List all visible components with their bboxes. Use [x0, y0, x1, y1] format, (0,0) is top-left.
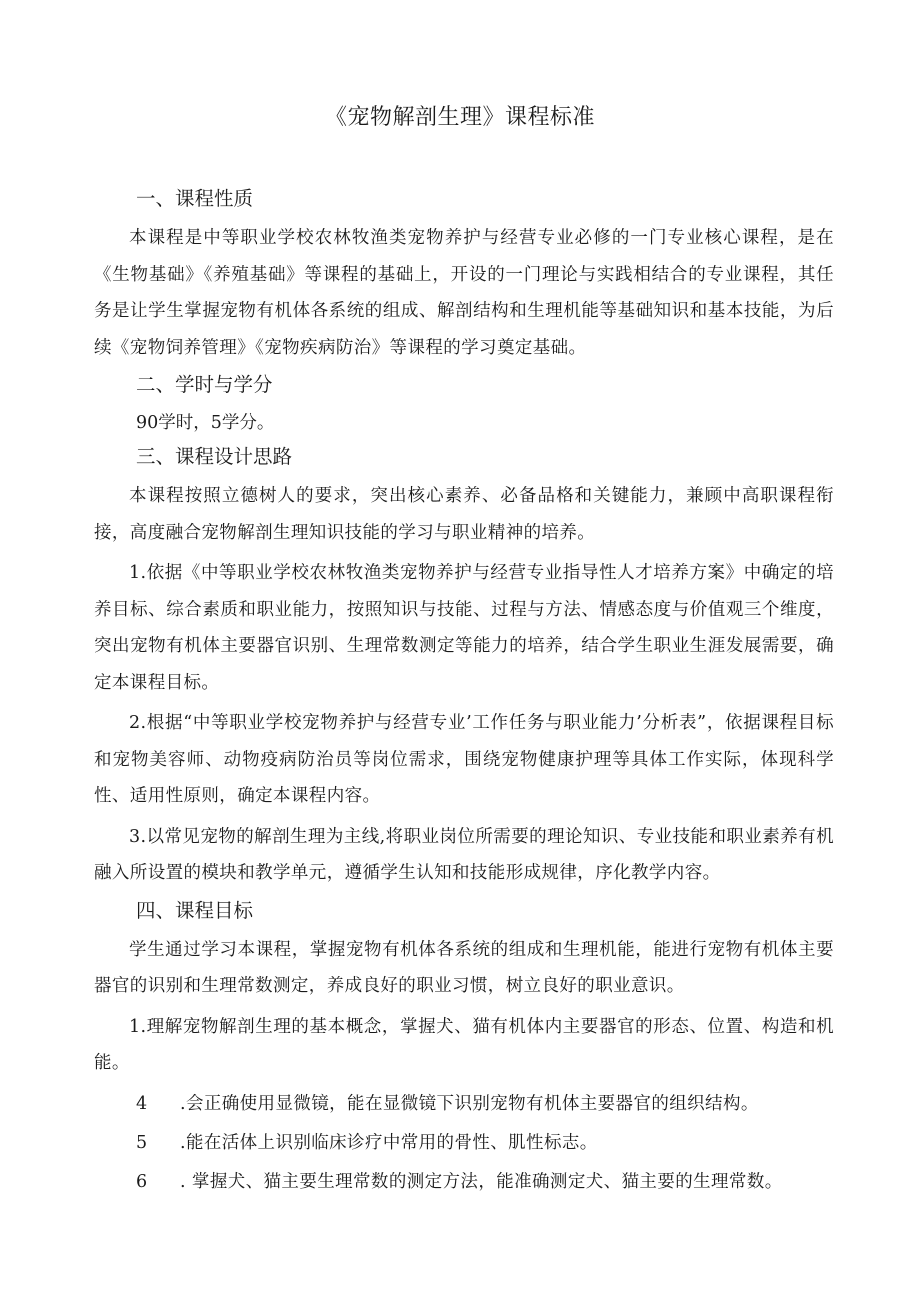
document-title: 《宠物解剖生理》课程标准	[324, 105, 595, 130]
list-item-number: 5	[136, 1132, 148, 1153]
list-item-text: .能在活体上识别临床诊疗中常用的骨性、肌性标志。	[180, 1132, 598, 1153]
section-heading-course-nature: 一、课程性质	[136, 187, 254, 210]
paragraph-course-nature: 本课程是中等职业学校农林牧渔类宠物养护与经营专业必修的一门专业核心课程，是在《生物基础》《养殖基础》等课程的基础上，开设的一门理论与实践相结合的专业课程，其任务是让学生掌握宠物有机体各系统的组成、解剖结构和生理机能等基础知识和基本技能，为后续《宠物饲养管理》《宠物疾病防治》等课程的学习奠定基础。	[94, 228, 834, 358]
list-item-number: 6	[136, 1171, 148, 1192]
section-heading-hours-credits: 二、学时与学分	[136, 373, 273, 396]
list-item-text: .会正确使用显微镜，能在显微镜下识别宠物有机体主要器官的组织结构。	[180, 1093, 759, 1114]
list-item-text: . 掌握犬、猫主要生理常数的测定方法，能准确测定犬、猫主要的生理常数。	[180, 1171, 783, 1192]
list-item-goal-6	[94, 1164, 834, 1203]
paragraph-goal-1: 1.理解宠物解剖生理的基本概念，掌握犬、猫有机体内主要器官的形态、位置、构造和机能。	[94, 1016, 834, 1073]
paragraph-design-intro: 本课程按照立德树人的要求，突出核心素养、必备品格和关键能力，兼顾中高职课程衔接，高度融合宠物解剖生理知识技能的学习与职业精神的培养。	[94, 486, 834, 543]
paragraph-hours-credits: 90学时，5学分。	[136, 413, 275, 433]
list-item-goal-5	[94, 1125, 834, 1164]
list-item-goal-4	[94, 1086, 834, 1125]
paragraph-design-item-1: 1.依据《中等职业学校农林牧渔类宠物养护与经营专业指导性人才培养方案》中确定的培养目标、综合素质和职业能力，按照知识与技能、过程与方法、情感态度与价值观三个维度，突出宠物有机体主要器官识别、生理常数测定等能力的培养，结合学生职业生涯发展需要，确定本课程目标。	[94, 563, 834, 693]
paragraph-design-item-3: 3.以常见宠物的解剖生理为主线,将职业岗位所需要的理论知识、专业技能和职业素养有机融入所设置的模块和教学单元，遵循学生认知和技能形成规律，序化教学内容。	[94, 826, 834, 883]
section-heading-course-goals: 四、课程目标	[136, 898, 254, 922]
paragraph-goals-intro: 学生通过学习本课程，掌握宠物有机体各系统的组成和生理机能，能进行宠物有机体主要器官的识别和生理常数测定，养成良好的职业习惯，树立良好的职业意识。	[94, 939, 834, 996]
list-item-number: 4	[136, 1093, 148, 1114]
paragraph-design-item-2: 2.根据“中等职业学校宠物养护与经营专业’工作任务与职业能力’分析表”，依据课程目标和宠物美容师、动物疫病防治员等岗位需求，围绕宠物健康护理等具体工作实际，体现科学性、适用性原则，确定本课程内容。	[94, 713, 834, 806]
document-body	[94, 184, 834, 1203]
section-heading-design-ideas: 三、课程设计思路	[136, 445, 293, 468]
